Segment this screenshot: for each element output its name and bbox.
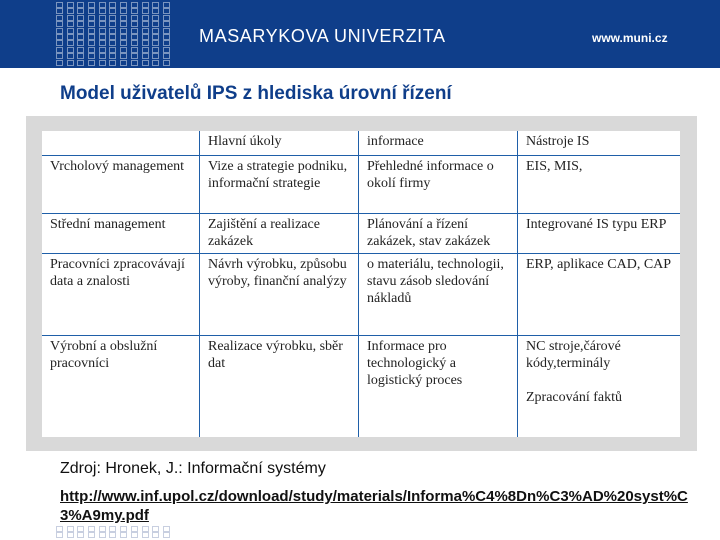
grid-dot [67, 2, 74, 8]
grid-dot [131, 34, 138, 40]
grid-dot [142, 40, 149, 46]
grid-dot [163, 21, 170, 27]
grid-dot [77, 60, 84, 66]
grid-dot [99, 28, 106, 34]
grid-dot [67, 8, 74, 14]
grid-dot [88, 526, 95, 532]
grid-dot [67, 53, 74, 59]
grid-dot [77, 34, 84, 40]
website-url[interactable]: www.muni.cz [592, 31, 668, 45]
table-header-row [42, 131, 680, 156]
grid-dot [56, 532, 63, 538]
grid-dot [152, 60, 159, 66]
grid-dot [77, 28, 84, 34]
grid-dot [142, 8, 149, 14]
grid-dot [56, 40, 63, 46]
grid-dot [163, 15, 170, 21]
grid-dot [131, 21, 138, 27]
table-cell: NC stroje,čárové kódy,terminály Zpracování faktů [518, 336, 681, 438]
grid-dot [77, 47, 84, 53]
table-cell: Vize a strategie podniku, informační strategie [200, 156, 359, 214]
grid-dot [109, 8, 116, 14]
grid-dot [152, 28, 159, 34]
grid-dot [109, 526, 116, 532]
table-cell: Pracovníci zpracovávají data a znalosti [42, 254, 200, 336]
grid-dot [120, 28, 127, 34]
grid-dot [67, 47, 74, 53]
grid-dot [109, 532, 116, 538]
table-row [42, 336, 680, 438]
grid-dot [99, 53, 106, 59]
table-cell: ERP, aplikace CAD, CAP [518, 254, 681, 336]
grid-dot [120, 53, 127, 59]
grid-dot [152, 53, 159, 59]
grid-dot [152, 47, 159, 53]
grid-dot [88, 532, 95, 538]
grid-dot [163, 2, 170, 8]
source-citation: Zdroj: Hronek, J.: Informační systémy [60, 460, 326, 477]
table-row [42, 254, 680, 336]
grid-dot [99, 40, 106, 46]
grid-dot [131, 526, 138, 532]
table-image-frame [26, 116, 697, 451]
grid-dot [109, 15, 116, 21]
grid-dot [109, 40, 116, 46]
grid-dot [152, 532, 159, 538]
grid-dot [88, 60, 95, 66]
grid-dot [131, 47, 138, 53]
table-cell: EIS, MIS, [518, 156, 681, 214]
grid-dot [56, 60, 63, 66]
grid-dot [88, 21, 95, 27]
grid-dot [120, 34, 127, 40]
grid-dot [56, 34, 63, 40]
table-container [42, 131, 680, 437]
table-header-cell: Nástroje IS [518, 131, 681, 156]
grid-dot [77, 53, 84, 59]
grid-dot [142, 532, 149, 538]
grid-dot [56, 21, 63, 27]
grid-dot [131, 40, 138, 46]
header-bar [0, 0, 720, 68]
grid-dot [142, 53, 149, 59]
grid-dot [56, 53, 63, 59]
grid-dot [77, 21, 84, 27]
grid-dot [109, 21, 116, 27]
table-cell: Přehledné informace o okolí firmy [359, 156, 518, 214]
grid-dot [120, 60, 127, 66]
grid-dot [77, 526, 84, 532]
grid-dot [152, 8, 159, 14]
grid-dot [67, 532, 74, 538]
grid-dot [109, 2, 116, 8]
grid-dot [88, 34, 95, 40]
grid-dot [163, 60, 170, 66]
table-header-cell [42, 131, 200, 156]
grid-dot [56, 2, 63, 8]
grid-dot [99, 47, 106, 53]
grid-dot [109, 60, 116, 66]
grid-dot [88, 2, 95, 8]
grid-dot [131, 8, 138, 14]
grid-dot [120, 15, 127, 21]
table-cell: Informace pro technologický a logistický proces [359, 336, 518, 438]
grid-dot [109, 28, 116, 34]
grid-dot [142, 34, 149, 40]
grid-dot [56, 28, 63, 34]
grid-dot [152, 15, 159, 21]
footer-dot-grid [56, 526, 174, 540]
grid-dot [67, 34, 74, 40]
grid-dot [152, 21, 159, 27]
grid-dot [56, 47, 63, 53]
grid-dot [67, 21, 74, 27]
grid-dot [99, 8, 106, 14]
grid-dot [77, 532, 84, 538]
table-header-cell: Hlavní úkoly [200, 131, 359, 156]
table-cell: Střední management [42, 214, 200, 254]
table-cell: Plánování a řízení zakázek, stav zakázek [359, 214, 518, 254]
grid-dot [88, 28, 95, 34]
grid-dot [99, 2, 106, 8]
grid-dot [163, 34, 170, 40]
grid-dot [131, 53, 138, 59]
grid-dot [99, 60, 106, 66]
grid-dot [131, 60, 138, 66]
grid-dot [120, 526, 127, 532]
grid-dot [109, 34, 116, 40]
grid-dot [163, 47, 170, 53]
grid-dot [163, 526, 170, 532]
grid-dot [56, 8, 63, 14]
grid-dot [152, 40, 159, 46]
grid-dot [120, 47, 127, 53]
grid-dot [142, 526, 149, 532]
grid-dot [131, 2, 138, 8]
grid-dot [77, 40, 84, 46]
grid-dot [99, 532, 106, 538]
grid-dot [131, 28, 138, 34]
grid-dot [109, 47, 116, 53]
grid-dot [88, 53, 95, 59]
grid-dot [99, 526, 106, 532]
grid-dot [99, 21, 106, 27]
grid-dot [56, 15, 63, 21]
grid-dot [99, 15, 106, 21]
grid-dot [88, 15, 95, 21]
table-cell: Zajištění a realizace zakázek [200, 214, 359, 254]
grid-dot [142, 21, 149, 27]
grid-dot [120, 8, 127, 14]
table-cell: Výrobní a obslužní pracovníci [42, 336, 200, 438]
grid-dot [77, 8, 84, 14]
grid-dot [120, 532, 127, 538]
grid-dot [77, 2, 84, 8]
grid-dot [77, 15, 84, 21]
grid-dot [99, 34, 106, 40]
university-name: MASARYKOVA UNIVERZITA [199, 26, 446, 46]
grid-dot [142, 2, 149, 8]
grid-dot [152, 34, 159, 40]
grid-dot [142, 47, 149, 53]
table-cell: Vrcholový management [42, 156, 200, 214]
grid-dot [131, 532, 138, 538]
grid-dot [142, 28, 149, 34]
table-row [42, 156, 680, 214]
grid-dot [131, 15, 138, 21]
table-cell: Realizace výrobku, sběr dat [200, 336, 359, 438]
grid-dot [163, 532, 170, 538]
grid-dot [142, 15, 149, 21]
grid-dot [88, 40, 95, 46]
grid-dot [67, 40, 74, 46]
management-levels-table [42, 131, 680, 437]
table-cell: Návrh výrobku, způsobu výroby, finanční analýzy [200, 254, 359, 336]
table-cell: o materiálu, technologii, stavu zásob sledování nákladů [359, 254, 518, 336]
grid-dot [142, 60, 149, 66]
grid-dot [67, 60, 74, 66]
table-header-cell: informace [359, 131, 518, 156]
grid-dot [163, 40, 170, 46]
grid-dot [152, 526, 159, 532]
grid-dot [88, 47, 95, 53]
grid-dot [56, 526, 63, 532]
grid-dot [163, 28, 170, 34]
grid-dot [152, 2, 159, 8]
grid-dot [67, 15, 74, 21]
grid-dot [109, 53, 116, 59]
grid-dot [88, 8, 95, 14]
source-link[interactable]: http://www.inf.upol.cz/download/study/materials/Informa%C4%8Dn%C3%AD%20syst%C3%A9my.pdf [60, 488, 688, 524]
grid-dot [120, 40, 127, 46]
table-cell: Integrované IS typu ERP [518, 214, 681, 254]
slide-title: Model uživatelů IPS z hlediska úrovní řízení [60, 83, 452, 104]
grid-dot [67, 526, 74, 532]
logo-dot-grid [56, 2, 174, 66]
grid-dot [67, 28, 74, 34]
grid-dot [120, 21, 127, 27]
grid-dot [163, 8, 170, 14]
grid-dot [120, 2, 127, 8]
table-row [42, 214, 680, 254]
grid-dot [163, 53, 170, 59]
